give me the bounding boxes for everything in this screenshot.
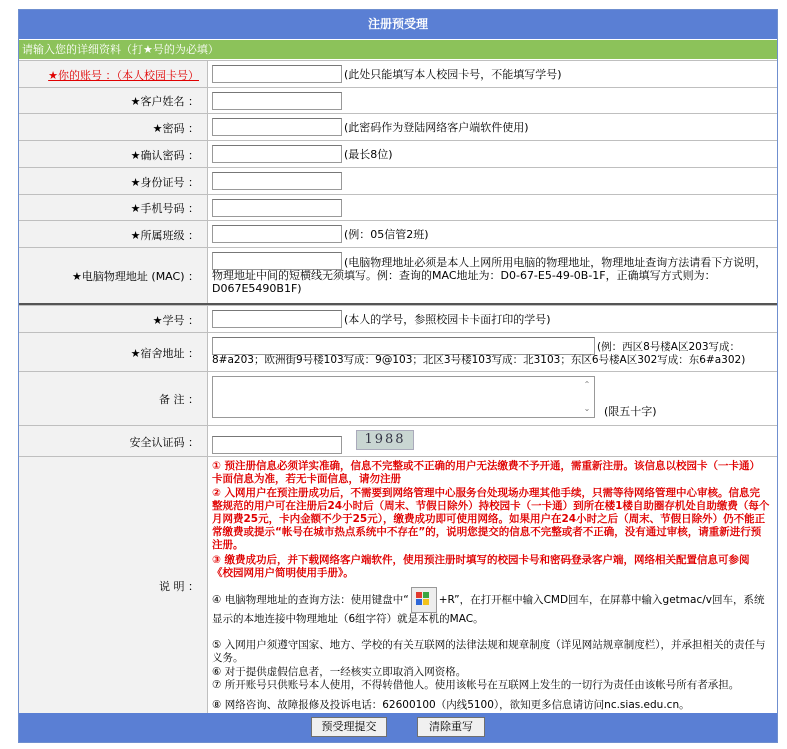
row-phone — [19, 194, 777, 221]
row-remark — [19, 371, 777, 426]
note-8: ⑧ 网络咨询、故障报修及投诉电话：62600100（内线5100），欲知更多信息请访问nc.sias.edu.cn。 — [212, 699, 690, 711]
row-account — [19, 60, 777, 88]
windows-key-icon — [411, 587, 437, 613]
note-3: ③ 缴费成功后，并下载网络客户端软件，使用预注册时填写的校园卡号和密码登录客户端，网络相关配置信息可参阅《校园网用户简明使用手册》。 — [212, 554, 750, 579]
label-phone: ★手机号码 ： — [19, 195, 208, 221]
captcha-image: 1988 — [356, 430, 414, 450]
registration-form — [18, 9, 778, 743]
label-account: ★你的账号 ：（本人校园卡号） — [19, 61, 208, 88]
footer-bar — [19, 713, 777, 742]
note-4-suffix: +R”，在打开框中输入CMD回车，在屏幕中输入getmac/v回车，系统显示的本地连接中物理地址（6组字符）就是本机的MAC。 — [212, 594, 765, 625]
label-student-id: ★学号 ： — [19, 306, 208, 333]
row-notes — [19, 456, 777, 714]
label-confirm-password: ★确认密码 ： — [19, 141, 208, 168]
remark-textarea[interactable] — [212, 376, 595, 418]
label-captcha: 安全认证码 ： — [19, 426, 208, 457]
hint-class: (例：05信管2班) — [344, 228, 429, 241]
label-password: ★密码 ： — [19, 114, 208, 141]
row-dorm — [19, 332, 777, 372]
phone-input[interactable] — [212, 199, 342, 217]
label-class: ★所属班级 ： — [19, 221, 208, 248]
row-password — [19, 113, 777, 141]
id-number-input[interactable] — [212, 172, 342, 190]
row-class — [19, 220, 777, 248]
label-remark: 备 注 ： — [19, 372, 208, 426]
form-title: 注册预受理 — [19, 10, 777, 39]
reset-button[interactable]: 清除重写 — [417, 717, 485, 737]
note-7: ⑦ 所开账号只供账号本人使用，不得转借他人。使用该帐号在互联网上发生的一切行为责任由该帐号所有者承担。 — [212, 679, 740, 691]
hint-account: (此处只能填写本人校园卡号，不能填写学号) — [344, 68, 562, 81]
captcha-input[interactable] — [212, 436, 342, 454]
submit-button[interactable]: 预受理提交 — [311, 717, 387, 737]
label-notes: 说 明 ： — [19, 457, 208, 714]
confirm-password-input[interactable] — [212, 145, 342, 163]
row-id-number — [19, 167, 777, 195]
note-1: ① 预注册信息必须详实准确，信息不完整或不正确的用户无法缴费不予开通，需重新注册。该信息以校园卡（一卡通）卡面信息为准，若无卡面信息，请勿注册 — [212, 460, 761, 485]
note-5: ⑤ 入网用户须遵守国家、地方、学校的有关互联网的法律法规和规章制度（详见网站规章制度栏），并承担相关的责任与义务。 — [212, 639, 766, 664]
hint-dorm: (例：西区8号楼A区203写成：8#a203；欧洲街9号楼103写成：9@103；北区3号楼103写成：北3103；东区6号楼A区302写成：东6#a302) — [212, 341, 746, 366]
note-2: ② 入网用户在预注册成功后，不需要到网络管理中心服务台处现场办理其他手续，只需等待网络管理中心审核。信息完整规范的用户可在注册后24小时后（周末、节假日除外）持校园卡（一卡通）到所在楼1楼自助圈存机处自助缴费（每个月网费25元，卡内金额不少于25元），缴费成功即可使用网络。如果用户在24小时之后（周末、节假日除外）仍不能正常缴费或提示“帐号在城市热点系统中不存在”的，说明您提交的信息不完整或者不正确，没有通过审核，请重新进行预注册。 — [212, 487, 770, 551]
row-captcha — [19, 425, 777, 457]
class-input[interactable] — [212, 225, 342, 243]
name-input[interactable] — [212, 92, 342, 110]
password-input[interactable] — [212, 118, 342, 136]
scroll-down-icon[interactable]: ⌄ — [583, 404, 591, 413]
note-4 — [212, 587, 770, 626]
instruction-bar: 请输入您的详细资料（打★号的为必填） — [19, 40, 777, 59]
scroll-up-icon[interactable]: ⌃ — [583, 380, 591, 389]
hint-mac: (电脑物理地址必须是本人上网所用电脑的物理地址，物理地址查询方法请看下方说明，物理地址中间的短横线无须填写。例：查询的MAC地址为：D0-67-E5-49-0B-1F，正确填写方式则为：D067E5490B1F) — [212, 256, 767, 295]
note-6: ⑥ 对于提供虚假信息者，一经核实立即取消入网资格。 — [212, 666, 467, 678]
row-confirm-password — [19, 140, 777, 168]
label-id-number: ★身份证号 ： — [19, 168, 208, 195]
student-id-input[interactable] — [212, 310, 342, 328]
label-mac: ★电脑物理地址 (MAC) ： — [19, 248, 208, 304]
hint-student-id: (本人的学号，参照校园卡卡面打印的学号) — [344, 313, 551, 326]
hint-remark: (限五十字) — [604, 405, 657, 418]
account-input[interactable] — [212, 65, 342, 83]
note-4-prefix: ④ 电脑物理地址的查询方法：使用键盘中“ — [212, 594, 409, 606]
label-dorm: ★宿舍地址 ： — [19, 333, 208, 372]
row-student-id — [19, 305, 777, 333]
row-name — [19, 87, 777, 114]
row-mac — [19, 247, 777, 304]
hint-password: (此密码作为登陆网络客户端软件使用) — [344, 121, 529, 134]
hint-confirm-password: (最长8位) — [344, 148, 393, 161]
label-name: ★客户姓名 ： — [19, 88, 208, 114]
